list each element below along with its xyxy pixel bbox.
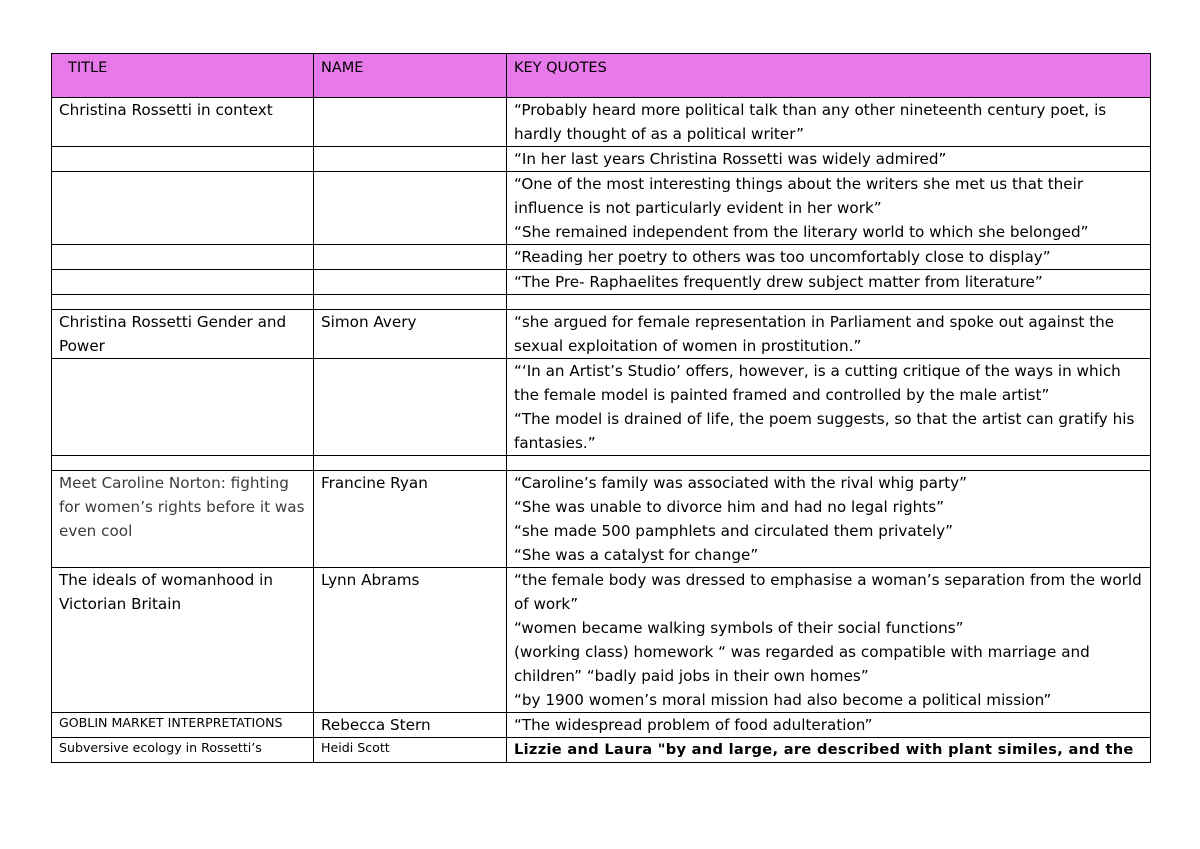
title-cell: [52, 270, 314, 295]
quote-text: “‘In an Artist’s Studio’ offers, however, is a cutting critique of the ways in which the female model is painted framed and controlled by the male artist”: [514, 362, 1121, 404]
title-text: Meet Caroline Norton: fighting for women’s rights before it was even cool: [59, 474, 305, 540]
quote-text: “One of the most interesting things about the writers she met us that their influence is not particularly evident in her work”: [514, 175, 1084, 217]
name-text: Lynn Abrams: [321, 571, 420, 589]
empty-cell: [314, 456, 507, 471]
name-cell: [314, 98, 507, 147]
header-row: [52, 54, 1151, 98]
header-name: NAME: [314, 54, 507, 98]
name-cell: [314, 471, 507, 568]
table-row: [52, 471, 1151, 568]
quote-text: “by 1900 women’s moral mission had also become a political mission”: [514, 691, 1052, 709]
title-text: Christina Rossetti Gender and Power: [59, 313, 287, 355]
title-cell: [52, 172, 314, 245]
title-cell: [52, 713, 314, 738]
table-row: [52, 147, 1151, 172]
quotes-cell: [507, 98, 1151, 147]
empty-row: [52, 456, 1151, 471]
title-cell: [52, 738, 314, 763]
table-row: [52, 310, 1151, 359]
empty-row: [52, 295, 1151, 310]
quotes-cell: [507, 713, 1151, 738]
title-cell: [52, 568, 314, 713]
table-row: [52, 245, 1151, 270]
title-text: Subversive ecology in Rossetti’s: [59, 740, 262, 755]
quotes-cell: [507, 147, 1151, 172]
title-cell: [52, 310, 314, 359]
quote-text: “Probably heard more political talk than any other nineteenth century poet, is hardly thought of as a political writer”: [514, 101, 1107, 143]
header-title: TITLE: [52, 54, 314, 98]
name-text: Simon Avery: [321, 313, 417, 331]
name-cell: [314, 245, 507, 270]
quote-text: “The widespread problem of food adulteration”: [514, 716, 873, 734]
name-cell: [314, 713, 507, 738]
quote-text: “women became walking symbols of their social functions”: [514, 619, 964, 637]
name-cell: [314, 359, 507, 456]
name-cell: [314, 568, 507, 713]
quote-text: “She was unable to divorce him and had no legal rights”: [514, 498, 945, 516]
header-key-quotes: KEY QUOTES: [507, 54, 1151, 98]
empty-cell: [52, 456, 314, 471]
empty-cell: [507, 295, 1151, 310]
name-cell: [314, 738, 507, 763]
quote-text: “Caroline’s family was associated with the rival whig party”: [514, 474, 967, 492]
title-cell: [52, 245, 314, 270]
table-row: [52, 713, 1151, 738]
quotes-cell: [507, 471, 1151, 568]
title-cell: [52, 471, 314, 568]
empty-cell: [314, 295, 507, 310]
title-cell: [52, 147, 314, 172]
empty-cell: [52, 295, 314, 310]
table-row: [52, 738, 1151, 763]
quotes-cell: [507, 310, 1151, 359]
quotes-cell: [507, 359, 1151, 456]
quote-text: “she argued for female representation in Parliament and spoke out against the sexual exploitation of women in prostitution.”: [514, 313, 1115, 355]
quote-text: “The Pre- Raphaelites frequently drew subject matter from literature”: [514, 273, 1043, 291]
quotes-cell: [507, 245, 1151, 270]
title-text: The ideals of womanhood in Victorian Britain: [59, 571, 273, 613]
quotes-cell: [507, 568, 1151, 713]
name-text: Francine Ryan: [321, 474, 428, 492]
name-cell: [314, 147, 507, 172]
table-row: [52, 359, 1151, 456]
table-row: [52, 98, 1151, 147]
quote-text: “the female body was dressed to emphasise a woman’s separation from the world of work”: [514, 571, 1142, 613]
name-text: Heidi Scott: [321, 740, 390, 755]
quote-text: “Reading her poetry to others was too uncomfortably close to display”: [514, 248, 1051, 266]
title-cell: [52, 359, 314, 456]
quotes-cell: [507, 270, 1151, 295]
quote-text: “In her last years Christina Rossetti was widely admired”: [514, 150, 947, 168]
title-text: Christina Rossetti in context: [59, 101, 273, 119]
quote-text: “she made 500 pamphlets and circulated them privately”: [514, 522, 954, 540]
table-row: [52, 172, 1151, 245]
quote-text: “She remained independent from the literary world to which she belonged”: [514, 223, 1089, 241]
quote-text: “She was a catalyst for change”: [514, 546, 759, 564]
title-text: GOBLIN MARKET INTERPRETATIONS: [59, 715, 283, 730]
quote-text: Lizzie and Laura "by and large, are described with plant similes, and the: [514, 741, 1134, 758]
empty-cell: [507, 456, 1151, 471]
table-row: [52, 568, 1151, 713]
name-text: Rebecca Stern: [321, 716, 431, 734]
key-quotes-table: [51, 53, 1151, 763]
table-row: [52, 270, 1151, 295]
quotes-cell: [507, 172, 1151, 245]
name-cell: [314, 270, 507, 295]
quotes-cell: [507, 738, 1151, 763]
quote-text: “The model is drained of life, the poem suggests, so that the artist can gratify his fantasies.”: [514, 410, 1135, 452]
name-cell: [314, 310, 507, 359]
quote-text: (working class) homework “ was regarded as compatible with marriage and children” “badly paid jobs in their own homes”: [514, 643, 1090, 685]
title-cell: [52, 98, 314, 147]
name-cell: [314, 172, 507, 245]
